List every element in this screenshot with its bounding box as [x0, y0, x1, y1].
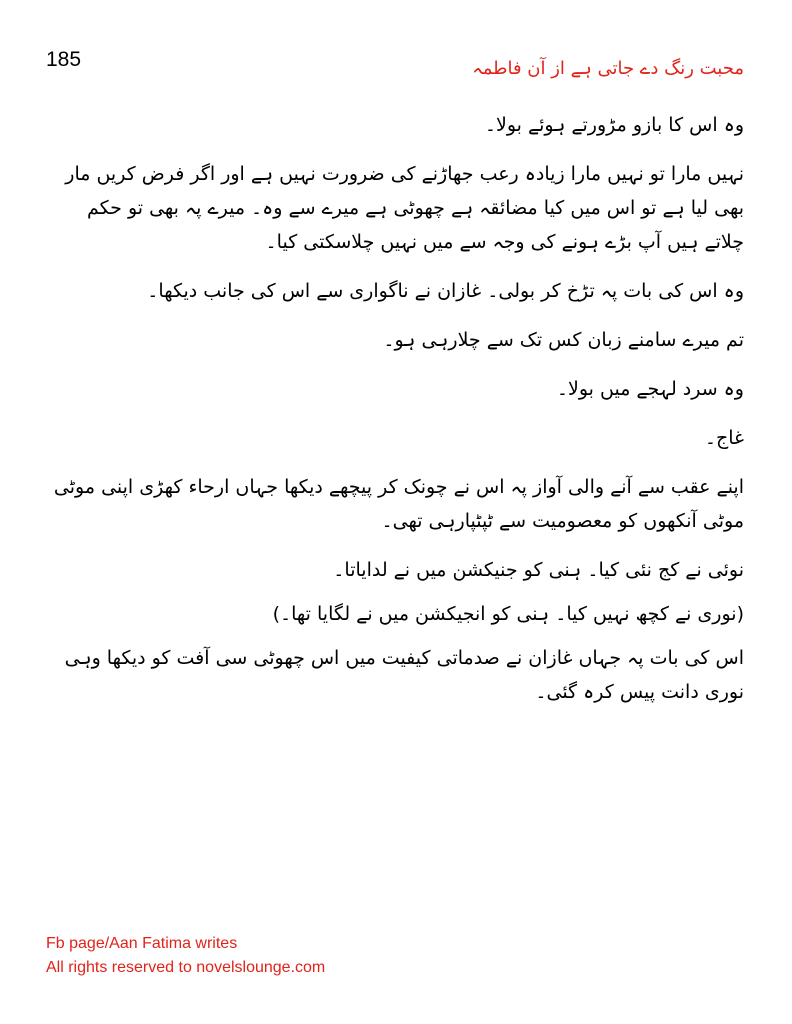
paragraph-8: نوئی نے کج نئی کیا۔ ہنی کو جنیکشن میں نے لدایاتا۔ [333, 559, 744, 581]
footer-credits [46, 932, 325, 980]
paragraph-3: وہ اس کی بات پہ تڑخ کر بولی۔ غازان نے ناگواری سے اس کی جانب دیکھا۔ [147, 280, 744, 302]
paragraph-5: وہ سرد لہجے میں بولا۔ [556, 378, 744, 400]
paragraph-6: غاج۔ [704, 427, 744, 449]
paragraph-2: نہیں مارا تو نہیں مارا زیادہ رعب جھاڑنے کی ضرورت نہیں ہے اور اگر فرض کریں مار بھی لیا ہے تو اس میں کیا مضائقہ ہے چھوٹی ہے میرے سے وہ۔ میرے پہ بھی تو حکم چلاتے ہیں آپ بڑے ہونے کی وجہ سے میں نہیں چلاسکتی کیا۔ [65, 163, 744, 253]
paragraph-4: تم میرے سامنے زبان کس تک سے چلارہی ہو۔ [383, 329, 744, 351]
page-number: 185 [46, 48, 82, 71]
story-body [46, 108, 744, 724]
paragraph-1: وہ اس کا بازو مڑورتے ہوئے بولا۔ [484, 114, 744, 136]
footer-fb-page: Fb page/Aan Fatima writes [46, 935, 238, 952]
paragraph-10: اس کی بات پہ جہاں غازان نے صدماتی کیفیت میں اس چھوٹی سی آفت کو دیکھا وہی نوری دانت پیس کرہ گئی۔ [64, 647, 744, 703]
footer-rights: All rights reserved to novelslounge.com [46, 959, 326, 976]
novel-title-header: محبت رنگ دے جاتی ہے از آن فاطمہ [472, 58, 744, 79]
paragraph-7: اپنے عقب سے آنے والی آواز پہ اس نے چونک کر پیچھے دیکھا جہاں ارحاء کھڑی اپنی موٹی موٹی آنکھوں کو معصومیت سے ٹپٹپارہی تھی۔ [53, 476, 744, 532]
paragraph-9: (نوری نے کچھ نہیں کیا۔ ہنی کو انجیکشن میں نے لگایا تھا۔) [272, 603, 744, 625]
